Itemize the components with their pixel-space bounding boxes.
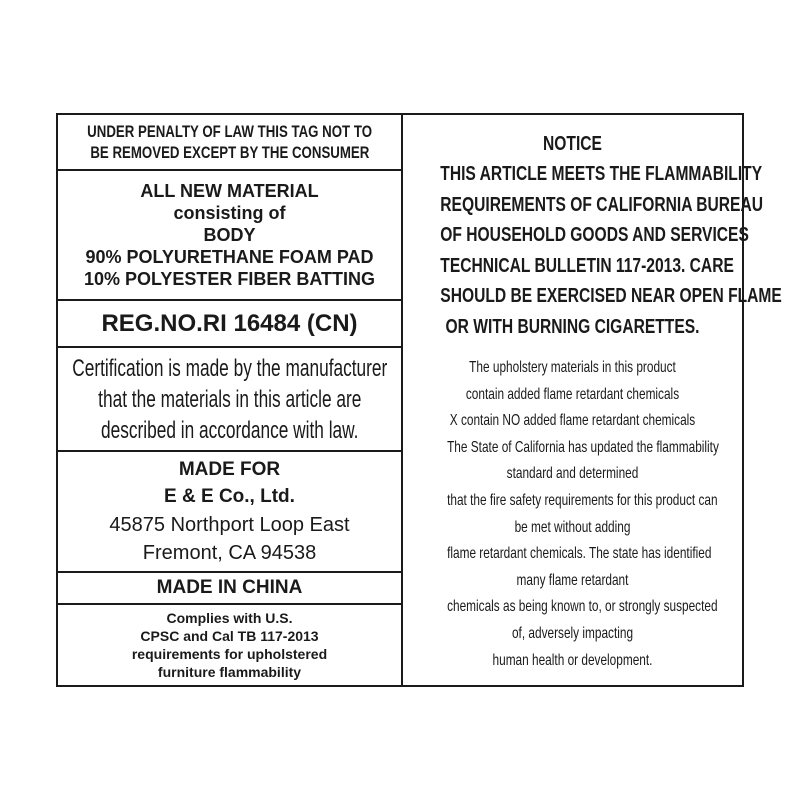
- disclosure-line: contain added flame retardant chemicals: [465, 385, 680, 403]
- certification-line: that the materials in this article are: [97, 385, 362, 413]
- registration-number: [58, 301, 401, 348]
- notice-line: SHOULD BE EXERCISED NEAR OPEN FLAME: [440, 285, 782, 307]
- disclosure-line: flame retardant chemicals. The state has identified: [447, 545, 712, 563]
- notice-line: OF HOUSEHOLD GOODS AND SERVICES: [440, 224, 749, 246]
- company-name: E & E Co., Ltd.: [164, 485, 295, 507]
- address-line: 45875 Northport Loop East: [109, 513, 350, 536]
- flame-retardant-disclosure: [403, 355, 742, 674]
- origin-text: MADE IN CHINA: [156, 577, 303, 598]
- disclosure-line: that the fire safety requirements for this product can: [447, 491, 718, 509]
- material-line: ALL NEW MATERIAL: [140, 181, 319, 201]
- certification-statement: [58, 348, 401, 452]
- compliance-line: requirements for upholstered: [131, 646, 328, 662]
- disclosure-line: The upholstery materials in this product: [469, 359, 676, 376]
- notice-line: REQUIREMENTS OF CALIFORNIA BUREAU: [440, 193, 763, 216]
- compliance-line: Complies with U.S.: [166, 610, 293, 626]
- notice-title: NOTICE: [543, 133, 602, 155]
- notice-line: TECHNICAL BULLETIN 117-2013. CARE: [440, 254, 734, 277]
- disclosure-line: be met without adding: [514, 518, 631, 536]
- disclosure-line: X contain NO added flame retardant chemicals: [449, 412, 696, 430]
- disclosure-line: human health or development.: [492, 651, 653, 669]
- disclosure-line: many flame retardant: [516, 571, 629, 589]
- penalty-notice: [58, 115, 401, 171]
- disclosure-line: chemicals as being known to, or strongly suspected: [447, 598, 718, 616]
- notice-line: THIS ARTICLE MEETS THE FLAMMABILITY: [440, 163, 763, 185]
- country-of-origin: [58, 573, 401, 605]
- disclosure-line: of, adversely impacting: [511, 624, 634, 642]
- compliance-line: furniture flammability: [157, 664, 302, 680]
- penalty-line: BE REMOVED EXCEPT BY THE CONSUMER: [90, 143, 369, 162]
- material-content: [58, 171, 401, 301]
- made-for-title: MADE FOR: [178, 458, 281, 480]
- notice-line: OR WITH BURNING CIGARETTES.: [445, 315, 700, 338]
- disclosure-line: The State of California has updated the flammability: [447, 438, 719, 456]
- material-line: BODY: [203, 225, 256, 245]
- material-line: consisting of: [173, 203, 286, 223]
- made-for-block: [58, 452, 401, 573]
- disclosure-line: standard and determined: [506, 465, 639, 483]
- law-tag: [56, 113, 782, 687]
- certification-line: described in accordance with law.: [100, 416, 359, 444]
- compliance-line: CPSC and Cal TB 117-2013: [140, 628, 319, 644]
- address-line: Fremont, CA 94538: [142, 541, 317, 564]
- tag-left-panel: [58, 115, 403, 685]
- tag-right-panel: [403, 115, 782, 685]
- flammability-notice: [403, 129, 782, 342]
- penalty-line: UNDER PENALTY OF LAW THIS TAG NOT TO: [87, 122, 372, 141]
- compliance-statement: [58, 605, 401, 685]
- registration-text: REG.NO.RI 16484 (CN): [101, 309, 358, 337]
- material-line: 90% POLYURETHANE FOAM PAD: [85, 247, 374, 267]
- certification-line: Certification is made by the manufacturer: [71, 354, 388, 382]
- material-line: 10% POLYESTER FIBER BATTING: [83, 269, 376, 289]
